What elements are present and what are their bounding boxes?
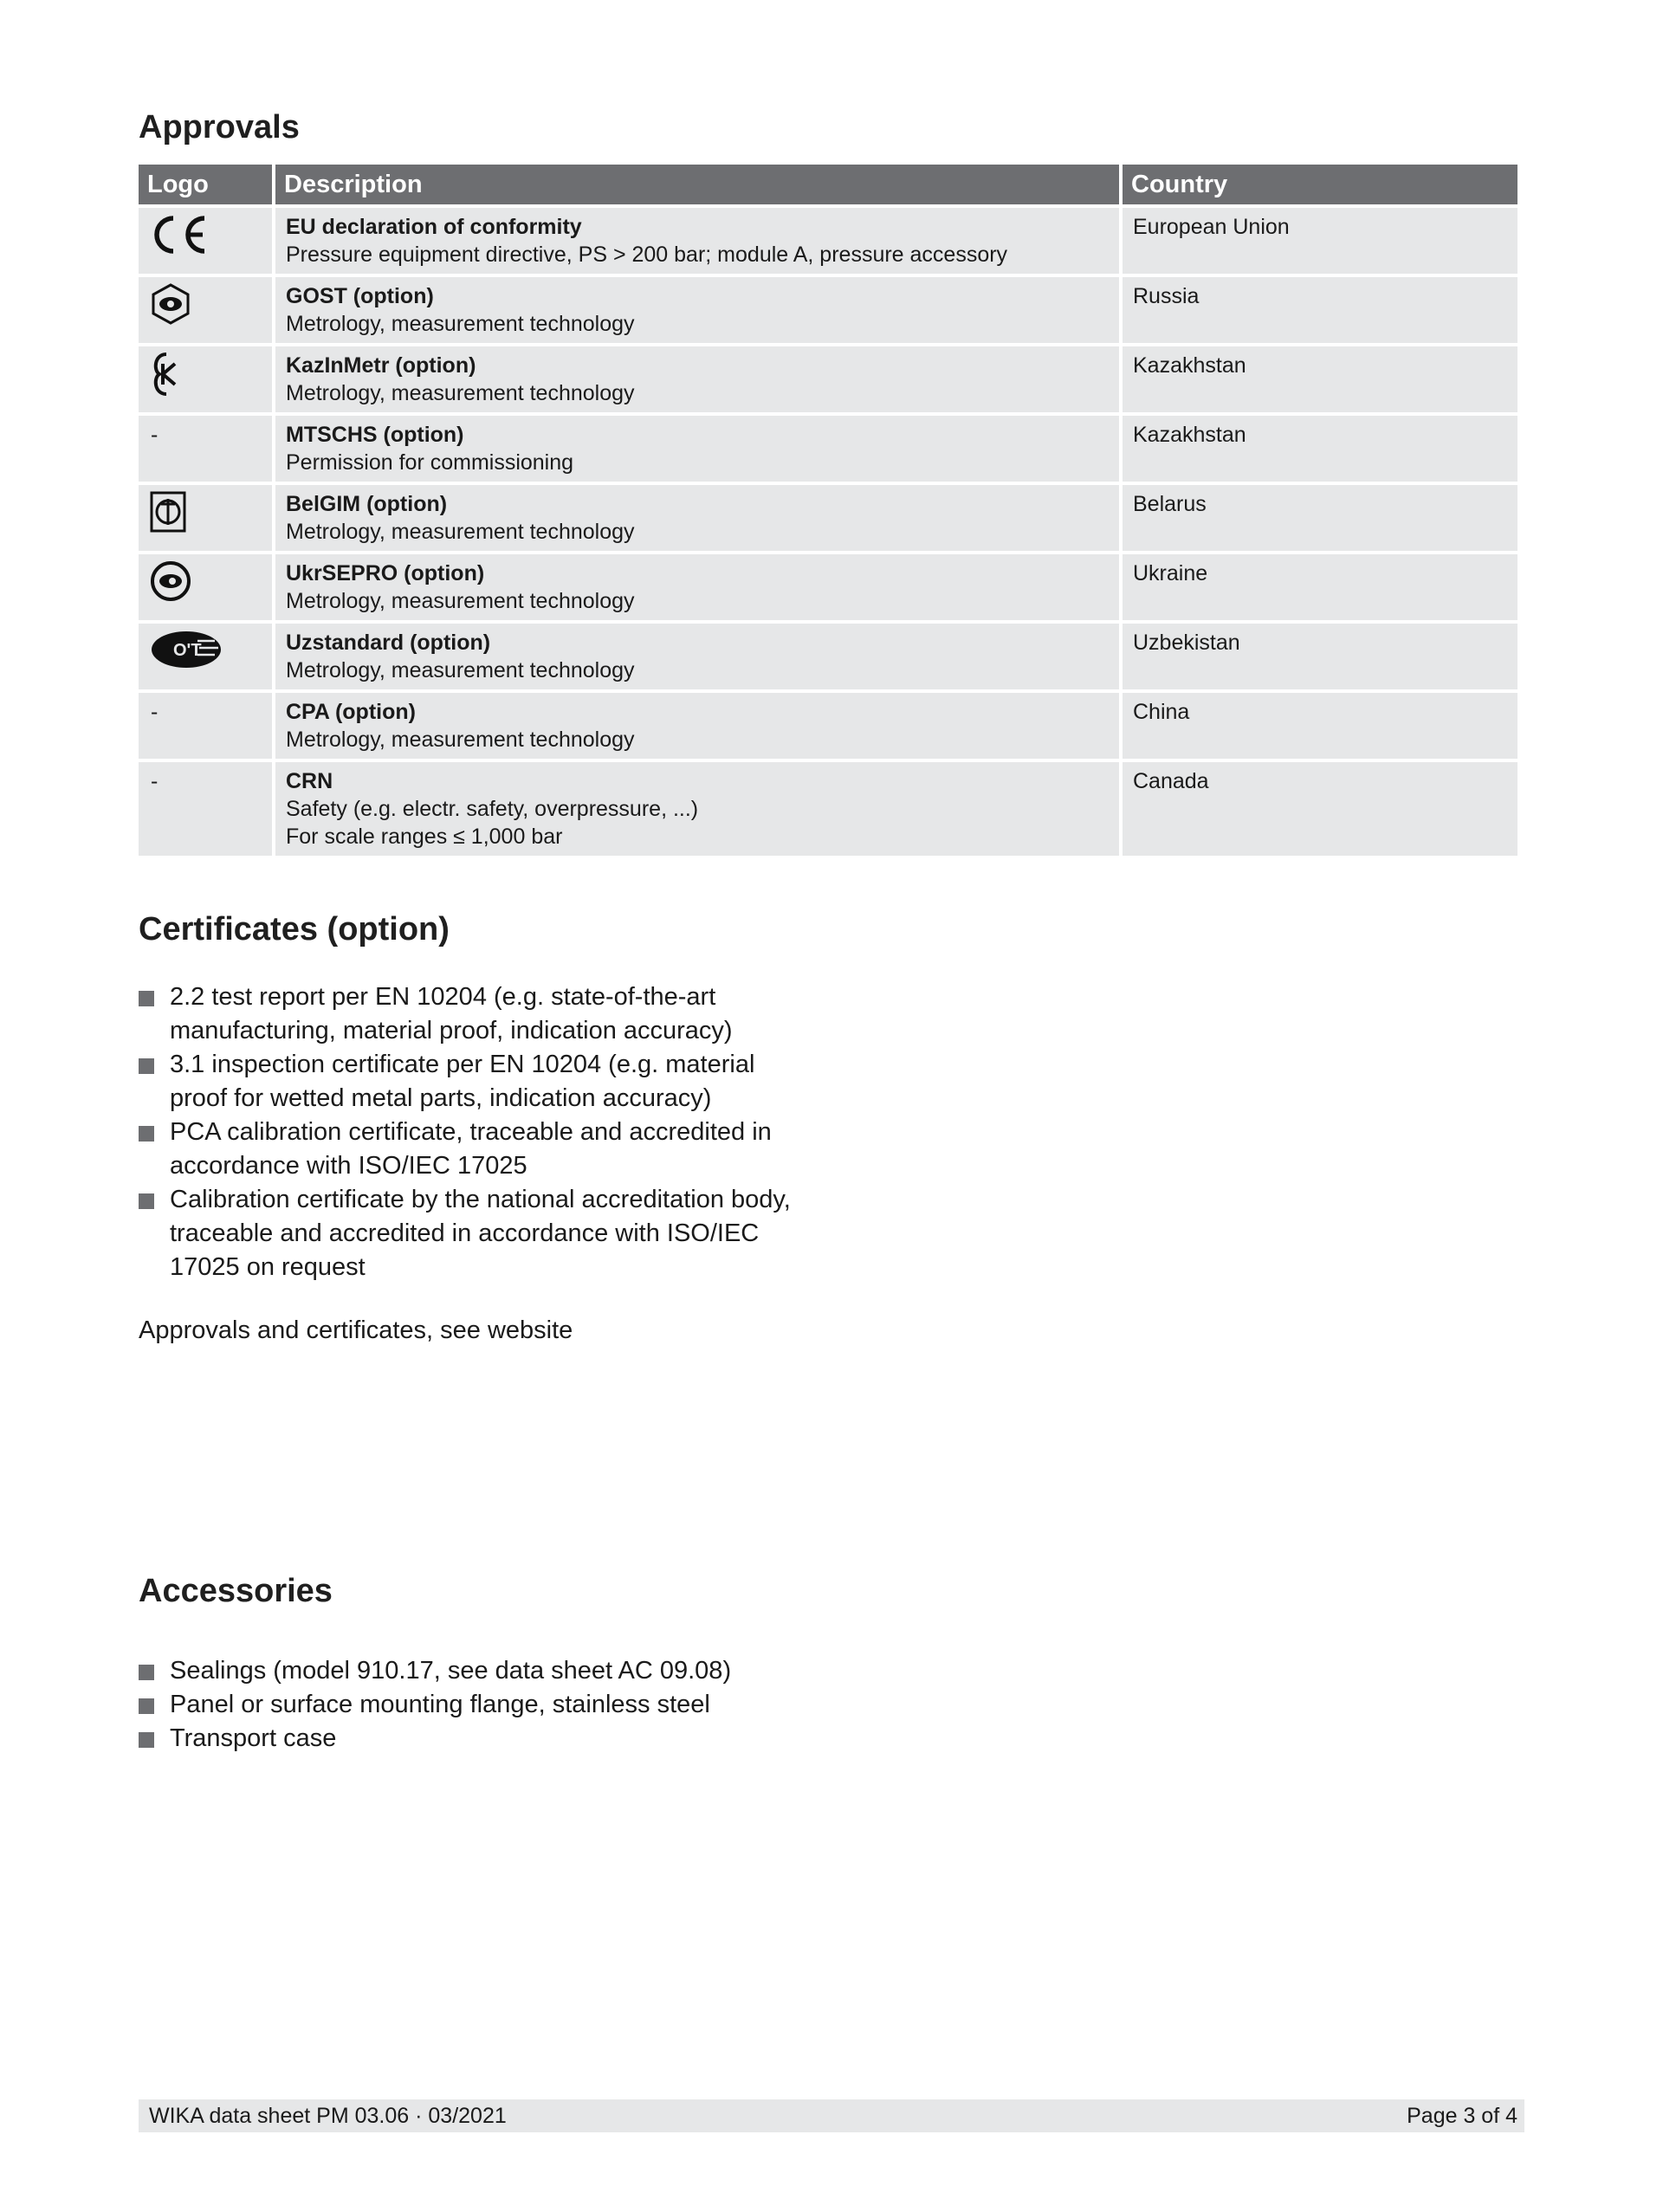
certificate-item: Calibration certificate by the national accreditation body, traceable and accredited in accordance with ISO/IEC 17025 on request <box>139 1183 797 1284</box>
approval-detail: Pressure equipment directive, PS > 200 bar; module A, pressure accessory <box>286 243 1008 267</box>
approvals-body <box>139 208 1517 856</box>
approval-description-cell <box>275 277 1119 343</box>
approval-logo-cell <box>139 277 272 343</box>
approval-detail: Permission for commissioning <box>286 450 574 475</box>
header-description: Description <box>275 165 1119 204</box>
no-logo-dash: - <box>151 700 159 724</box>
svg-text:O'T: O'T <box>173 641 202 660</box>
header-country: Country <box>1123 165 1517 204</box>
approval-name: KazInMetr (option) <box>286 353 476 378</box>
approval-logo-cell <box>139 554 272 620</box>
approval-row <box>139 208 1517 274</box>
approval-detail: Metrology, measurement technology <box>286 381 635 405</box>
approval-logo-cell <box>139 346 272 412</box>
approval-description-cell <box>275 554 1119 620</box>
page-footer <box>139 2099 1524 2132</box>
approval-country: Canada <box>1123 762 1517 856</box>
approval-name: UkrSEPRO (option) <box>286 561 485 585</box>
approval-detail: Metrology, measurement technology <box>286 589 635 613</box>
accessories-list <box>139 1654 918 1756</box>
accessory-item: Panel or surface mounting flange, stainless steel <box>139 1688 918 1722</box>
approval-description-cell <box>275 416 1119 482</box>
kazinmetr-icon <box>149 352 262 397</box>
approval-description-cell <box>275 208 1119 274</box>
approval-description-cell <box>275 762 1119 856</box>
approval-country: China <box>1123 693 1517 759</box>
approval-detail: Metrology, measurement technology <box>286 658 635 682</box>
approval-detail: Metrology, measurement technology <box>286 312 635 336</box>
belgim-icon <box>149 490 262 534</box>
gost-icon <box>149 282 262 326</box>
approval-row <box>139 693 1517 759</box>
approval-detail: Safety (e.g. electr. safety, overpressure, ...) <box>286 797 699 821</box>
ukrsepro-icon <box>149 559 262 603</box>
approvals-heading: Approvals <box>139 109 300 146</box>
approval-description-cell <box>275 485 1119 551</box>
certificates-list <box>139 980 797 1284</box>
approval-country: Kazakhstan <box>1123 416 1517 482</box>
approval-detail: Metrology, measurement technology <box>286 520 635 544</box>
approval-row <box>139 762 1517 856</box>
certificates-note: Approvals and certificates, see website <box>139 1316 573 1344</box>
approval-name: GOST (option) <box>286 284 434 308</box>
certificate-item: 3.1 inspection certificate per EN 10204 (e.g. material proof for wetted metal parts, indication accuracy) <box>139 1048 797 1116</box>
ce-mark-icon <box>149 213 262 256</box>
approval-row <box>139 485 1517 551</box>
approval-country: European Union <box>1123 208 1517 274</box>
approval-row <box>139 554 1517 620</box>
approval-country: Belarus <box>1123 485 1517 551</box>
no-logo-dash: - <box>151 423 159 447</box>
no-logo-dash: - <box>151 769 159 793</box>
approval-country: Ukraine <box>1123 554 1517 620</box>
approval-country: Russia <box>1123 277 1517 343</box>
certificate-item: 2.2 test report per EN 10204 (e.g. state-of-the-art manufacturing, material proof, indication accuracy) <box>139 980 797 1048</box>
approval-row <box>139 416 1517 482</box>
approvals-header-row <box>139 165 1517 204</box>
certificate-item: PCA calibration certificate, traceable and accredited in accordance with ISO/IEC 17025 <box>139 1116 797 1183</box>
footer-doc-id: WIKA data sheet PM 03.06 · 03/2021 <box>149 2104 507 2128</box>
approval-country: Uzbekistan <box>1123 624 1517 689</box>
approval-description-cell <box>275 693 1119 759</box>
approval-country: Kazakhstan <box>1123 346 1517 412</box>
approval-description-cell <box>275 346 1119 412</box>
approval-detail: For scale ranges ≤ 1,000 bar <box>286 825 563 849</box>
approval-description-cell <box>275 624 1119 689</box>
approval-logo-cell <box>139 624 272 689</box>
approvals-table <box>135 161 1521 859</box>
accessory-item: Sealings (model 910.17, see data sheet AC 09.08) <box>139 1654 918 1688</box>
approval-name: CPA (option) <box>286 700 416 724</box>
approval-name: BelGIM (option) <box>286 492 448 516</box>
uzstandard-icon <box>149 629 262 670</box>
approval-name: EU declaration of conformity <box>286 215 582 239</box>
approval-name: MTSCHS (option) <box>286 423 464 447</box>
approval-name: CRN <box>286 769 333 793</box>
certificates-heading: Certificates (option) <box>139 911 450 948</box>
approval-logo-cell <box>139 762 272 856</box>
footer-page-number: Page 3 of 4 <box>1407 2104 1517 2128</box>
approval-logo-cell <box>139 693 272 759</box>
accessories-heading: Accessories <box>139 1573 333 1609</box>
approval-logo-cell <box>139 208 272 274</box>
accessory-item: Transport case <box>139 1722 918 1756</box>
approval-logo-cell <box>139 416 272 482</box>
approval-detail: Metrology, measurement technology <box>286 728 635 752</box>
approval-row <box>139 346 1517 412</box>
approval-row <box>139 277 1517 343</box>
header-logo: Logo <box>139 165 272 204</box>
approval-logo-cell <box>139 485 272 551</box>
approval-name: Uzstandard (option) <box>286 631 491 655</box>
approval-row <box>139 624 1517 689</box>
